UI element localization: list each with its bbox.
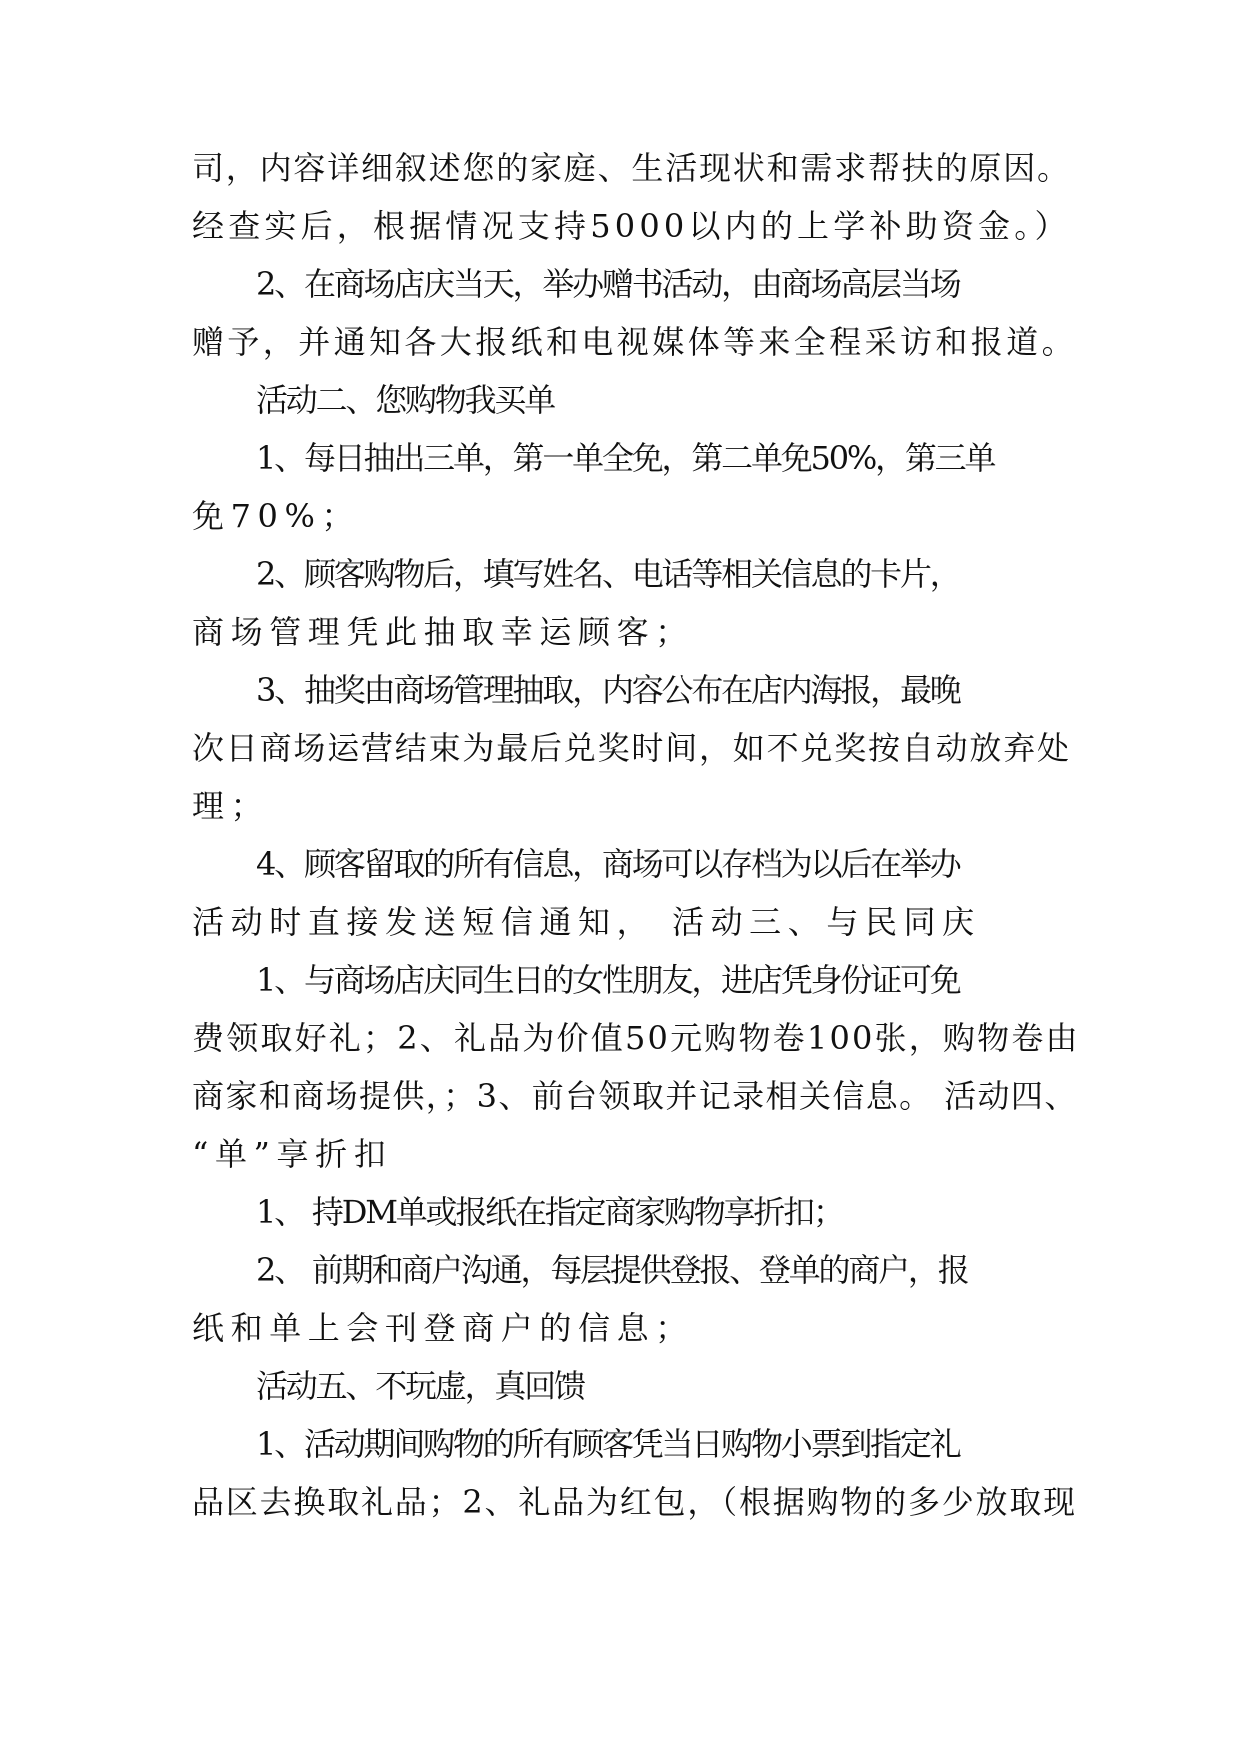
section-heading: 活动二、您购物我买单: [256, 381, 555, 419]
text-line: “单”享折扣: [192, 1135, 393, 1173]
text-line: 免70%；: [192, 497, 361, 535]
text-line: 司，内容详细叙述您的家庭、生活现状和需求帮扶的原因。: [192, 149, 1071, 187]
text-line: 品区去换取礼品；2、礼品为红包，（根据购物的多少放取现: [192, 1483, 1077, 1521]
text-line: 费领取好礼；2、礼品为价值50元购物卷100张，购物卷由: [192, 1019, 1080, 1057]
text-line: 经查实后，根据情况支持5000以内的上学补助资金。）: [192, 207, 1071, 245]
text-line: 活动时直接发送短信通知， 活动三、与民同庆: [192, 903, 981, 941]
text-line: 4、顾客留取的所有信息，商场可以存档为以后在举办: [256, 845, 960, 883]
text-line: 理；: [192, 787, 270, 825]
text-line: 2、顾客购物后，填写姓名、电话等相关信息的卡片，: [256, 555, 960, 593]
text-line: 2、 前期和商户沟通，每层提供登报、登单的商户，报: [256, 1251, 968, 1289]
text-line: 1、与商场店庆同生日的女性朋友，进店凭身份证可免: [256, 961, 960, 999]
text-line: 1、 持DM单或报纸在指定商家购物享折扣；: [256, 1193, 843, 1231]
text-line: 商场管理凭此抽取幸运顾客；: [192, 613, 694, 651]
section-heading: 活动五、不玩虚，真回馈: [256, 1367, 584, 1405]
text-line: 次日商场运营结束为最后兑奖时间，如不兑奖按自动放弃处: [192, 729, 1071, 767]
text-line: 纸和单上会刊登商户的信息；: [192, 1309, 694, 1347]
text-line: 1、活动期间购物的所有顾客凭当日购物小票到指定礼: [256, 1425, 960, 1463]
text-line: 3、抽奖由商场管理抽取，内容公布在店内海报，最晚: [256, 671, 960, 709]
text-line: 商家和商场提供，；3、前台领取并记录相关信息。 活动四、: [192, 1077, 1078, 1115]
text-line: 1、每日抽出三单，第一单全免，第二单免50%，第三单: [256, 439, 995, 477]
text-line: 赠予，并通知各大报纸和电视媒体等来全程采访和报道。: [192, 323, 1078, 361]
text-line: 2、在商场店庆当天，举办赠书活动，由商场高层当场: [256, 265, 960, 303]
